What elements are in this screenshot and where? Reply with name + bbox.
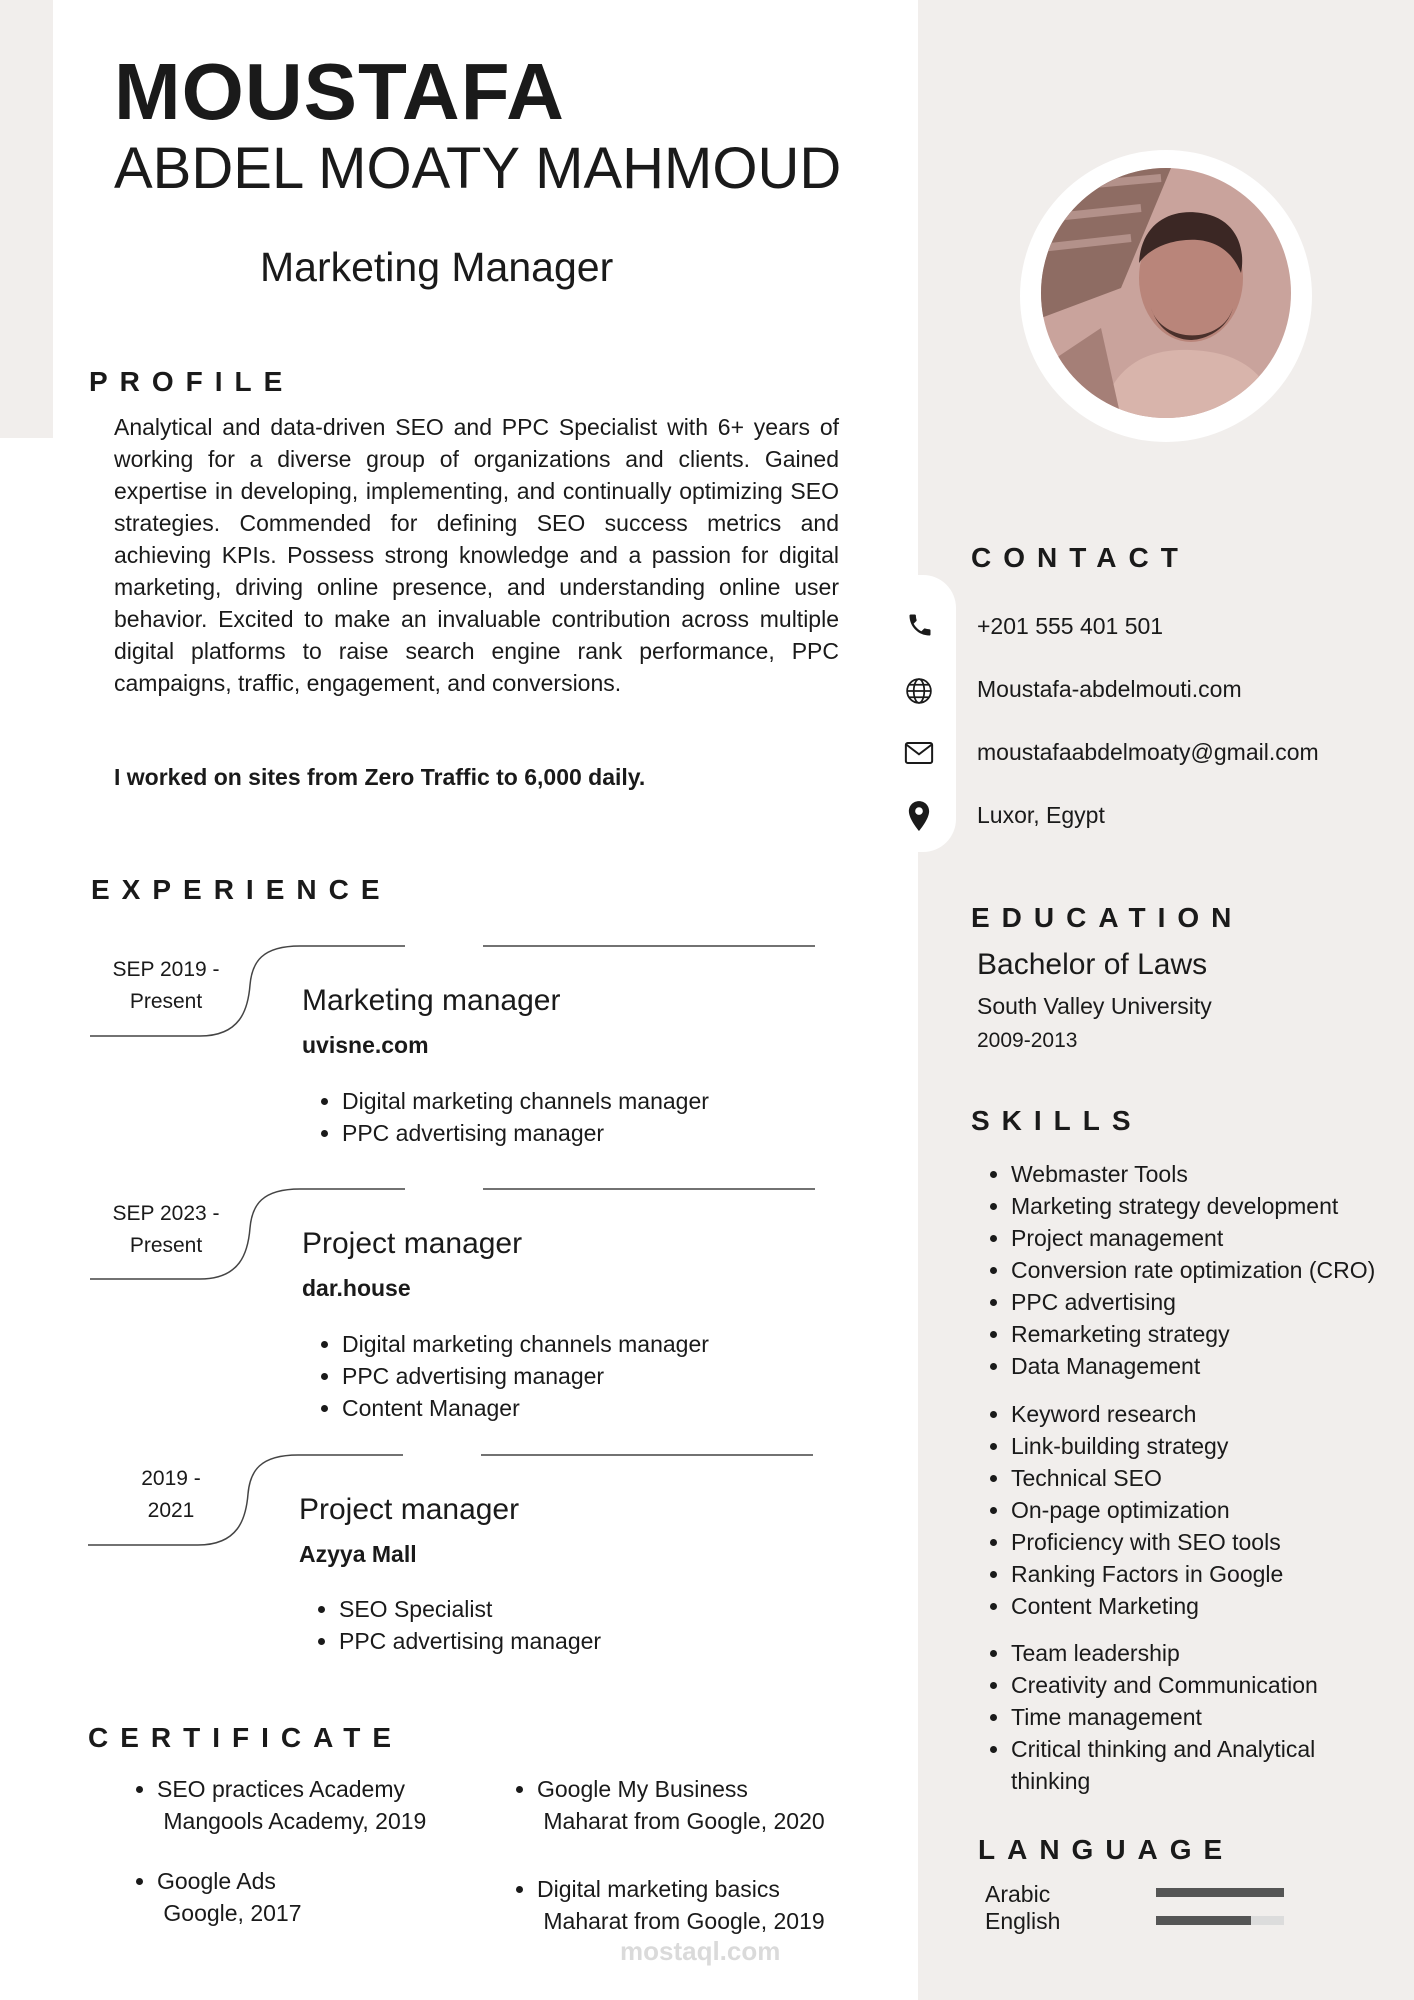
certificate-item bbox=[497, 1873, 917, 1937]
company-name: Azyya Mall bbox=[299, 1541, 417, 1567]
job-bullet: • SEO Specialist bbox=[339, 1593, 601, 1625]
date-start: SEP 2019 - bbox=[112, 958, 220, 981]
job-date bbox=[106, 954, 226, 1018]
certificate-issuer: Maharat from Google, 2020 bbox=[543, 1808, 825, 1834]
watermark: mostaql.com bbox=[620, 1936, 781, 1966]
skill-item: • Team leadership bbox=[1011, 1637, 1391, 1669]
job-title: Project manager bbox=[302, 1227, 523, 1260]
phone-icon bbox=[906, 611, 934, 639]
last-name: ABDEL MOATY MAHMOUD bbox=[114, 136, 842, 201]
certificate-heading: CERTIFICATE bbox=[88, 1722, 404, 1753]
job-bullet: • Digital marketing channels manager bbox=[342, 1328, 709, 1360]
language-level-fill bbox=[1156, 1916, 1251, 1925]
skills-group bbox=[977, 1158, 1414, 1382]
language-level-bar bbox=[1156, 1916, 1284, 1925]
skill-item: • Keyword research bbox=[1011, 1398, 1414, 1430]
certificate-item bbox=[117, 1773, 517, 1837]
location-pin-icon bbox=[906, 800, 932, 832]
job-bullets bbox=[299, 1593, 601, 1657]
skill-item: • Content Marketing bbox=[1011, 1590, 1414, 1622]
skills-group bbox=[977, 1398, 1414, 1622]
date-start: 2019 - bbox=[141, 1467, 201, 1490]
skill-item: • Time management bbox=[1011, 1701, 1391, 1733]
date-end: Present bbox=[129, 1234, 203, 1257]
job-bullet: • PPC advertising manager bbox=[342, 1117, 709, 1149]
globe-icon bbox=[904, 676, 934, 706]
company-name: dar.house bbox=[302, 1275, 411, 1301]
date-end: 2021 bbox=[147, 1499, 195, 1522]
skill-item: • Webmaster Tools bbox=[1011, 1158, 1414, 1190]
job-bullets bbox=[302, 1328, 709, 1424]
language-name: English bbox=[985, 1908, 1061, 1934]
skill-item: • Project management bbox=[1011, 1222, 1414, 1254]
job-title: Marketing manager bbox=[302, 984, 561, 1017]
skill-item: • Technical SEO bbox=[1011, 1462, 1414, 1494]
education-heading: EDUCATION bbox=[971, 902, 1244, 933]
certificate-issuer: Maharat from Google, 2019 bbox=[543, 1908, 825, 1934]
profile-heading: PROFILE bbox=[89, 366, 295, 397]
job-bullet: • PPC advertising manager bbox=[339, 1625, 601, 1657]
language-name: Arabic bbox=[985, 1881, 1051, 1907]
email: moustafaabdelmoaty@gmail.com bbox=[977, 739, 1319, 765]
skill-item: • Remarketing strategy bbox=[1011, 1318, 1414, 1350]
profile-text: Analytical and data-driven SEO and PPC Specialist with 6+ years of working for a diverse group of organizations and clients. Gained expertise in developing, implementing, and continually optimizing SEO strategies. Commended for defining SEO success metrics and achieving KPIs. Possess strong knowledge and a passion for digital marketing, driving online presence, and understanding online user behavior. Excited to make an invaluable contribution across multiple digital platforms to raise search engine rank performance, PPC campaigns, traffic, engagement, and conversions. bbox=[114, 414, 839, 696]
skill-item: • Link-building strategy bbox=[1011, 1430, 1414, 1462]
first-name: MOUSTAFA bbox=[114, 47, 565, 136]
skill-item: • Conversion rate optimization (CRO) bbox=[1011, 1254, 1414, 1286]
skills-heading: SKILLS bbox=[971, 1105, 1143, 1136]
education-years: 2009-2013 bbox=[977, 1029, 1078, 1052]
contact-heading: CONTACT bbox=[971, 542, 1190, 573]
job-role: Marketing Manager bbox=[260, 244, 614, 290]
certificate-issuer: Mangools Academy, 2019 bbox=[163, 1808, 427, 1834]
skill-item: • Critical thinking and Analytical thinking bbox=[1011, 1733, 1391, 1797]
profile-highlight: I worked on sites from Zero Traffic to 6,000 daily. bbox=[114, 764, 646, 790]
job-bullet: • PPC advertising manager bbox=[342, 1360, 709, 1392]
certificate-name: Google My Business bbox=[537, 1776, 748, 1802]
certificate-name: Google Ads bbox=[157, 1868, 276, 1894]
certificate-item bbox=[497, 1773, 917, 1837]
date-start: SEP 2023 - bbox=[112, 1202, 220, 1225]
company-name: uvisne.com bbox=[302, 1032, 429, 1058]
language-level-fill bbox=[1156, 1888, 1284, 1897]
job-bullet: • Content Manager bbox=[342, 1392, 709, 1424]
profile-photo bbox=[1041, 168, 1291, 418]
certificate-name: SEO practices Academy bbox=[157, 1776, 405, 1802]
language-heading: LANGUAGE bbox=[978, 1834, 1235, 1865]
certificate-name: Digital marketing basics bbox=[537, 1876, 780, 1902]
skills-group bbox=[977, 1637, 1391, 1797]
education-degree: Bachelor of Laws bbox=[977, 948, 1208, 981]
skill-item: • Data Management bbox=[1011, 1350, 1414, 1382]
skill-item: • PPC advertising bbox=[1011, 1286, 1414, 1318]
certificate-item bbox=[117, 1865, 517, 1929]
mail-icon bbox=[904, 740, 934, 766]
job-bullets bbox=[302, 1085, 709, 1149]
website: Moustafa-abdelmouti.com bbox=[977, 676, 1242, 702]
skill-item: • Ranking Factors in Google bbox=[1011, 1558, 1414, 1590]
job-title: Project manager bbox=[299, 1493, 520, 1526]
skill-item: • Marketing strategy development bbox=[1011, 1190, 1414, 1222]
phone-number: +201 555 401 501 bbox=[977, 613, 1164, 639]
skill-item: • Creativity and Communication bbox=[1011, 1669, 1391, 1701]
portrait-image bbox=[1041, 168, 1291, 418]
job-date bbox=[111, 1463, 231, 1527]
job-bullet: • Digital marketing channels manager bbox=[342, 1085, 709, 1117]
certificate-issuer: Google, 2017 bbox=[163, 1900, 302, 1926]
skill-item: • Proficiency with SEO tools bbox=[1011, 1526, 1414, 1558]
job-date bbox=[106, 1198, 226, 1262]
skill-item: • On-page optimization bbox=[1011, 1494, 1414, 1526]
language-level-bar bbox=[1156, 1888, 1284, 1897]
experience-heading: EXPERIENCE bbox=[91, 874, 392, 905]
location: Luxor, Egypt bbox=[977, 802, 1105, 828]
education-school: South Valley University bbox=[977, 993, 1212, 1019]
date-end: Present bbox=[129, 990, 203, 1013]
